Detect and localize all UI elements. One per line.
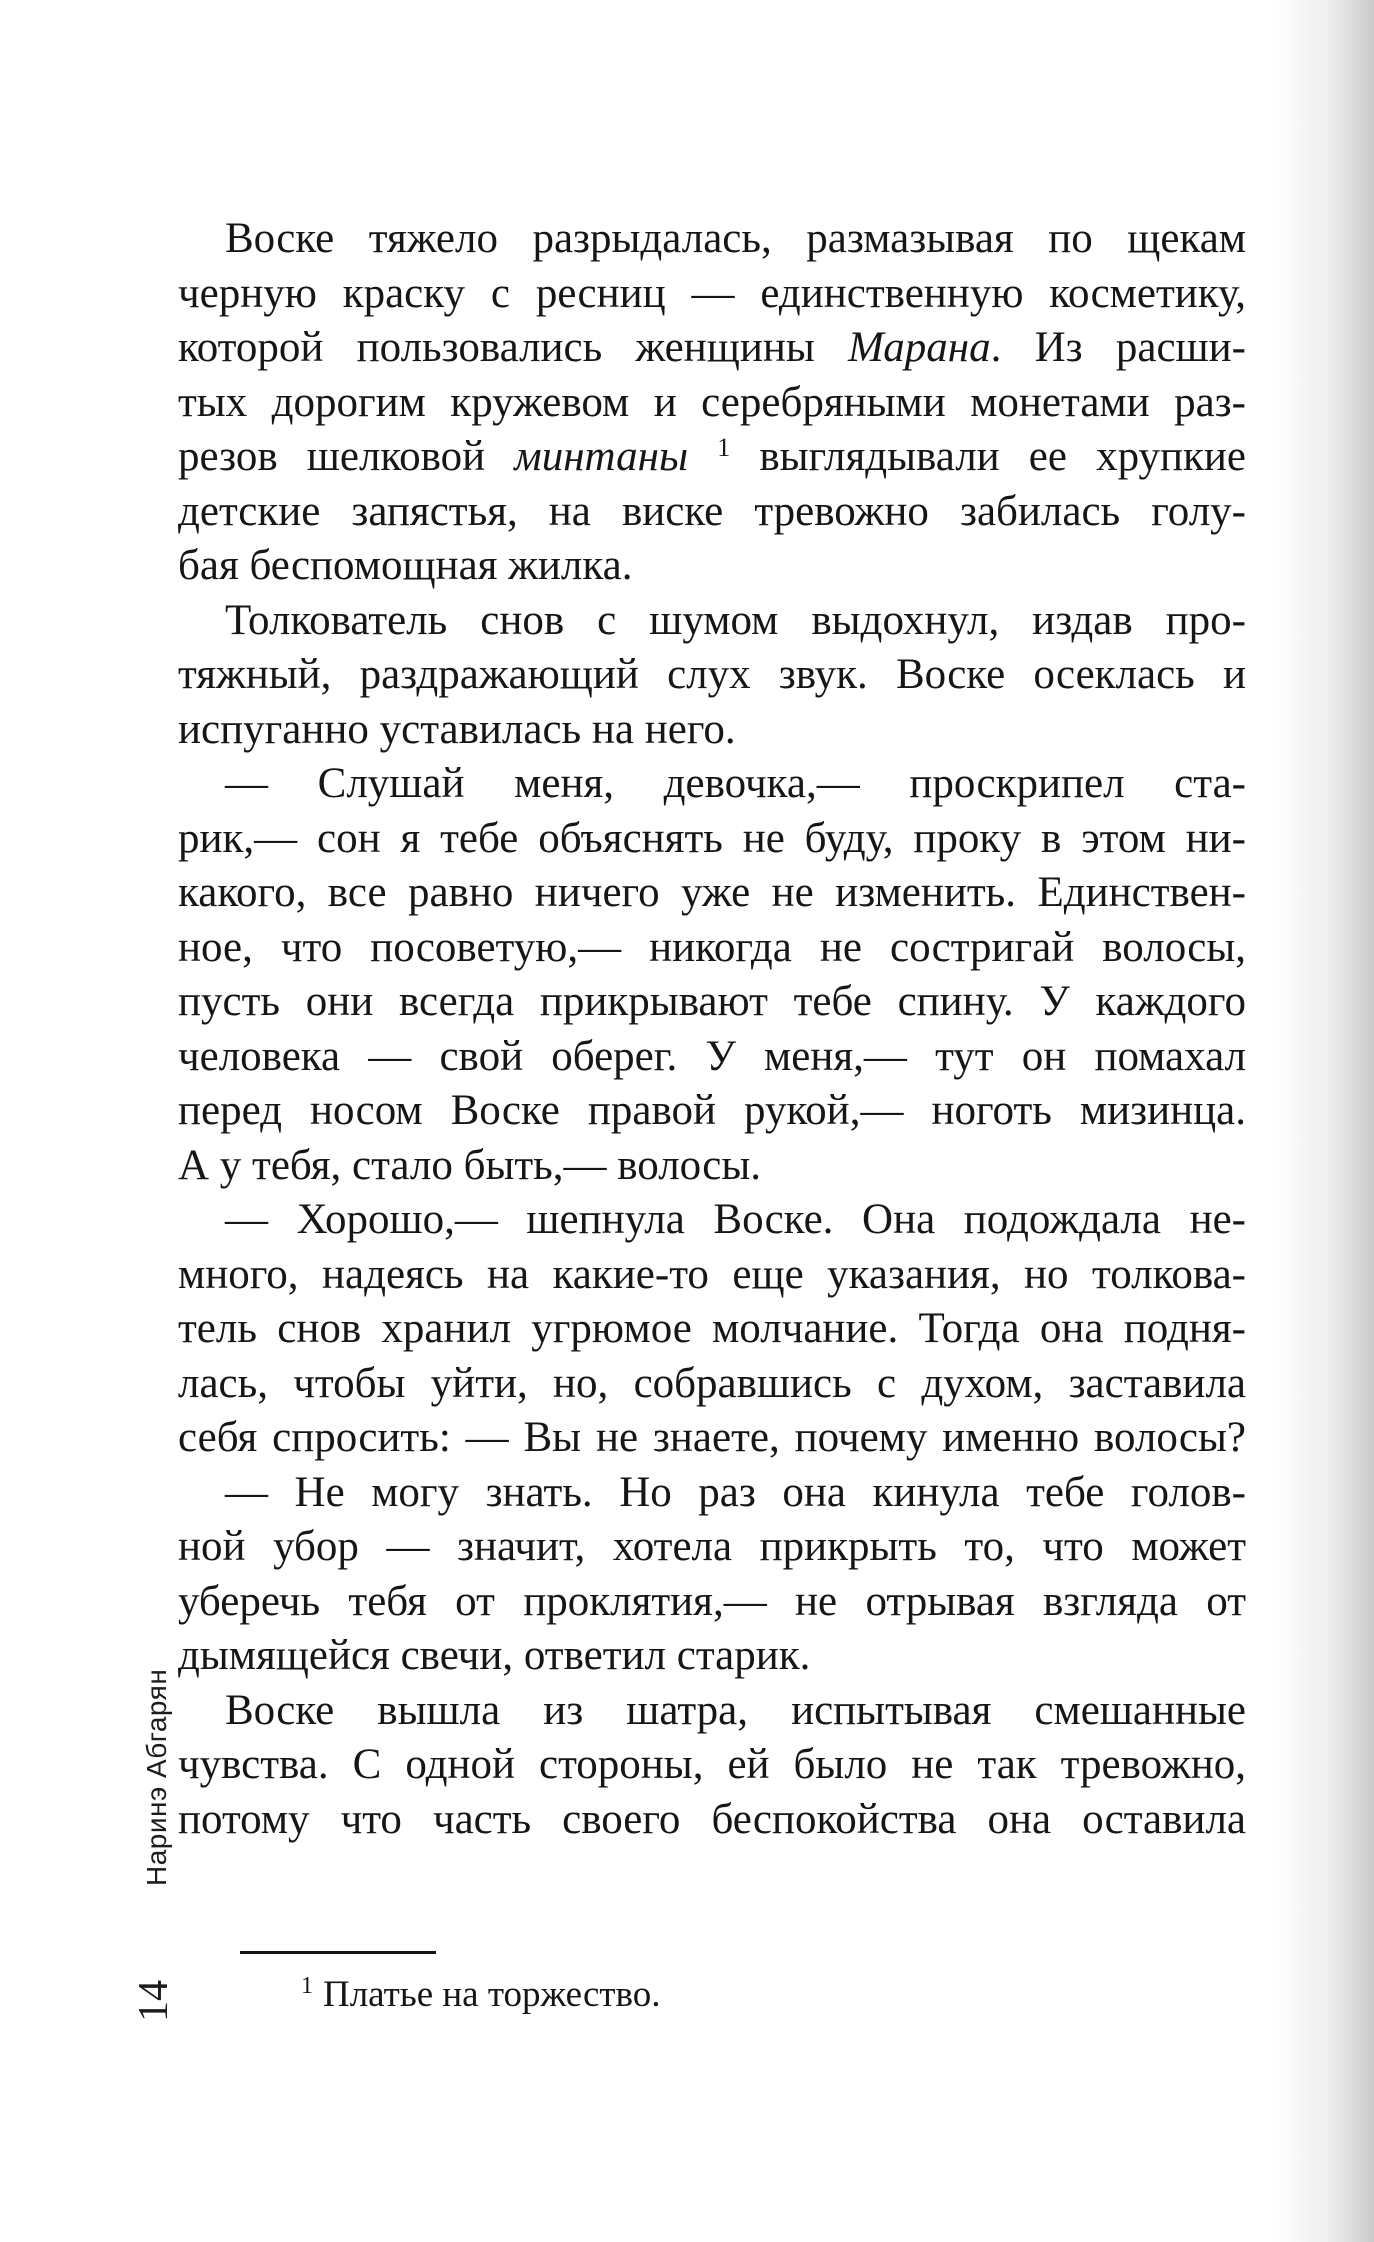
- text-line: детские запястья, на виске тревожно забилась голу-: [178, 487, 1246, 535]
- text-line: черную краску с ресниц — единственную косметику,: [178, 269, 1246, 317]
- text-line: ное, что посоветую,— никогда не состригай волосы,: [178, 923, 1246, 971]
- page-number: 14: [131, 1980, 177, 2022]
- footnote-separator: [240, 1951, 436, 1954]
- text-line: тяжный, раздражающий слух звук. Воске осеклась и: [178, 651, 1246, 698]
- text-line: Воске тяжело разрыдалась, размазывая по щекам: [225, 215, 1246, 262]
- text-line: лась, чтобы уйти, но, собравшись с духом, заставила: [178, 1359, 1246, 1407]
- text-line: рик,— сон я тебе объяснять не буду, проку в этом ни-: [178, 814, 1246, 862]
- footnote: [301, 1972, 1001, 2018]
- footnote-text: Платье на торжество.: [323, 1974, 661, 2015]
- text-line: которой пользовались женщины Марана. Из расши-: [178, 324, 1246, 371]
- author-running-title: Наринэ Абгарян: [141, 1668, 172, 1886]
- text-line: уберечь тебя от проклятия,— не отрывая взгляда от: [178, 1577, 1246, 1625]
- text-line: перед носом Воске правой рукой,— ноготь мизинца.: [178, 1087, 1246, 1134]
- text-line: А у тебя, стало быть,— волосы.: [178, 1141, 761, 1189]
- text-line: резов шелковой минтаны $^1$ выглядывали ее хрупкие: [178, 433, 1247, 480]
- text-line: — Не могу знать. Но раз она кинула тебе голов-: [225, 1468, 1246, 1516]
- text-line: тель снов хранил угрюмое молчание. Тогда она подня-: [178, 1305, 1246, 1352]
- text-line: потому что часть своего беспокойства она оставила: [178, 1795, 1246, 1843]
- text-line: дымящейся свечи, ответил старик.: [178, 1632, 811, 1679]
- text-line: бая беспомощная жилка.: [178, 542, 633, 589]
- text-line: ной убор — значит, хотела прикрыть то, что может: [178, 1523, 1246, 1570]
- text-line: Толкователь снов с шумом выдохнул, издав про-: [225, 596, 1246, 644]
- page-edge-shadow: [1274, 0, 1374, 2242]
- text-line: — Слушай меня, девочка,— проскрипел ста-: [225, 760, 1246, 807]
- text-line: — Хорошо,— шепнула Воске. Она подождала не-: [225, 1196, 1246, 1243]
- text-line: пусть они всегда прикрывают тебе спину. У каждого: [178, 978, 1246, 1025]
- text-line: тых дорогим кружевом и серебряными монетами раз-: [178, 378, 1246, 426]
- text-block: [178, 212, 1246, 1847]
- text-line: испуганно уставилась на него.: [178, 705, 736, 753]
- text-line: человека — свой оберег. У меня,— тут он помахал: [178, 1032, 1246, 1080]
- text-line: какого, все равно ничего уже не изменить. Единствен-: [178, 869, 1246, 916]
- text-line: себя спросить: — Вы не знаете, почему именно волосы?: [178, 1414, 1246, 1461]
- text-line: много, надеясь на какие-то еще указания, но толкова-: [178, 1250, 1246, 1298]
- footnote-marker: 1: [301, 1973, 313, 1999]
- text-line: чувства. С одной стороны, ей было не так тревожно,: [178, 1741, 1246, 1788]
- text-line: Воске вышла из шатра, испытывая смешанные: [225, 1686, 1246, 1734]
